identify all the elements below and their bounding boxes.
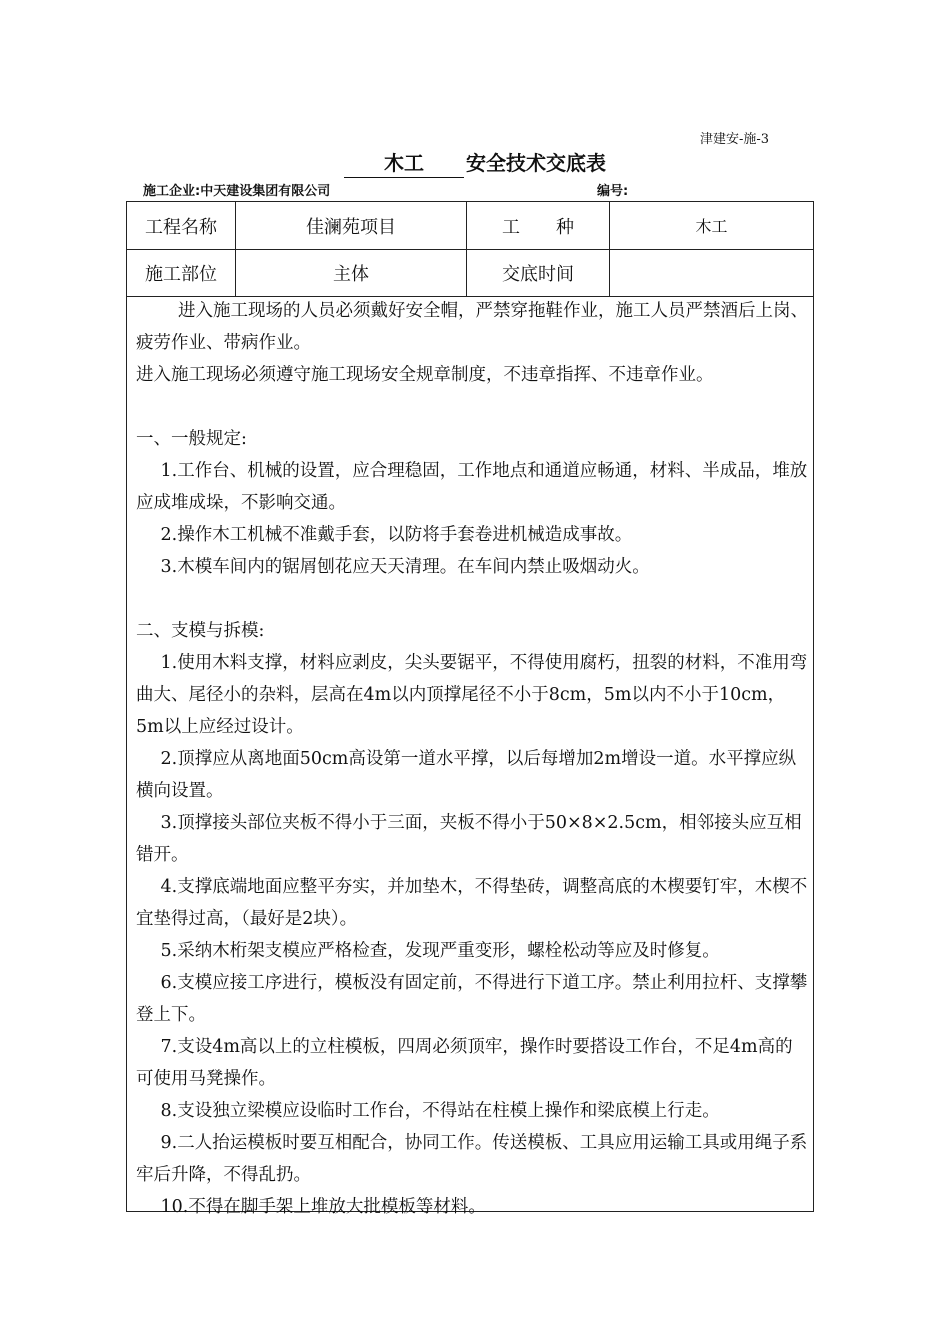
trade-value: 木工 — [695, 217, 728, 236]
project-name-value: 佳澜苑项目 — [306, 216, 396, 238]
list-item: 4.支撑底端地面应整平夯实，并加垫木，不得垫砖，调整高底的木楔要钉牢，木楔不宜垫得过高，（最好是2块）。 — [136, 877, 808, 929]
intro-paragraph: 进入施工现场必须遵守施工现场安全规章制度，不违章指挥、不违章作业。 — [136, 365, 714, 385]
list-item: 8.支设独立梁模应设临时工作台，不得站在柱模上操作和梁底模上行走。 — [160, 1101, 720, 1121]
project-name-label: 工程名称 — [145, 216, 217, 238]
list-item: 1.工作台、机械的设置，应合理稳固，工作地点和通道应畅通，材料、半成品，堆放应成堆成垛，不影响交通。 — [136, 461, 808, 513]
section-general-title: 一、一般规定: — [136, 429, 247, 449]
list-item: 2.顶撑应从离地面50cm高设第一道水平撑，以后每增加2m增设一道。水平撑应纵横向设置。 — [136, 749, 797, 801]
list-item: 2.操作木工机械不准戴手套，以防将手套卷进机械造成事故。 — [160, 525, 633, 545]
list-item: 5.采纳木桁架支模应严格检查，发现严重变形，螺栓松动等应及时修复。 — [160, 941, 720, 961]
trade-label: 工 种 — [502, 216, 574, 238]
list-item: 6.支模应接工序进行，模板没有固定前，不得进行下道工序。禁止利用拉杆、支撑攀登上下。 — [136, 973, 808, 1025]
list-item: 7.支设4m高以上的立柱模板，四周必须顶牢，操作时要搭设工作台，不足4m高的可使用马凳操作。 — [136, 1037, 793, 1089]
disclosure-time-label: 交底时间 — [502, 264, 574, 285]
document-title — [0, 147, 950, 178]
construction-part-value: 主体 — [333, 264, 369, 285]
section-formwork-title: 二、支模与拆模: — [136, 621, 265, 641]
list-item: 3.顶撑接头部位夹板不得小于三面，夹板不得小于50×8×2.5cm，相邻接头应互相错开。 — [136, 813, 802, 865]
list-item: 3.木模车间内的锯屑刨花应天天清理。在车间内禁止吸烟动火。 — [160, 557, 650, 577]
list-item: 1.使用木料支撑，材料应剥皮，尖头要锯平，不得使用腐朽，扭裂的材料，不准用弯曲大、尾径小的杂料，层高在4m以内顶撑尾径不小于8cm，5m以内不小于10cm，5m以上应经过设计。 — [136, 653, 808, 737]
disclosure-content — [136, 295, 808, 1223]
construction-part-label: 施工部位 — [145, 264, 217, 285]
list-item: 10.不得在脚手架上堆放大批模板等材料。 — [160, 1197, 486, 1217]
disclosure-time-value — [610, 250, 813, 296]
number-label: 编号: — [597, 184, 629, 199]
intro-paragraph: 进入施工现场的人员必须戴好安全帽，严禁穿拖鞋作业，施工人员严禁酒后上岗、疲劳作业、带病作业。 — [136, 301, 808, 353]
company-name: 施工企业:中天建设集团有限公司 — [143, 184, 331, 199]
title-trade: 木工 — [344, 147, 464, 178]
list-item: 9.二人抬运模板时要互相配合，协同工作。传送模板、工具应用运输工具或用绳子系牢后升降，不得乱扔。 — [136, 1133, 808, 1185]
form-code: 津建安-施-3 — [700, 132, 770, 147]
disclosure-table — [126, 201, 814, 1217]
title-suffix: 安全技术交底表 — [466, 151, 606, 175]
